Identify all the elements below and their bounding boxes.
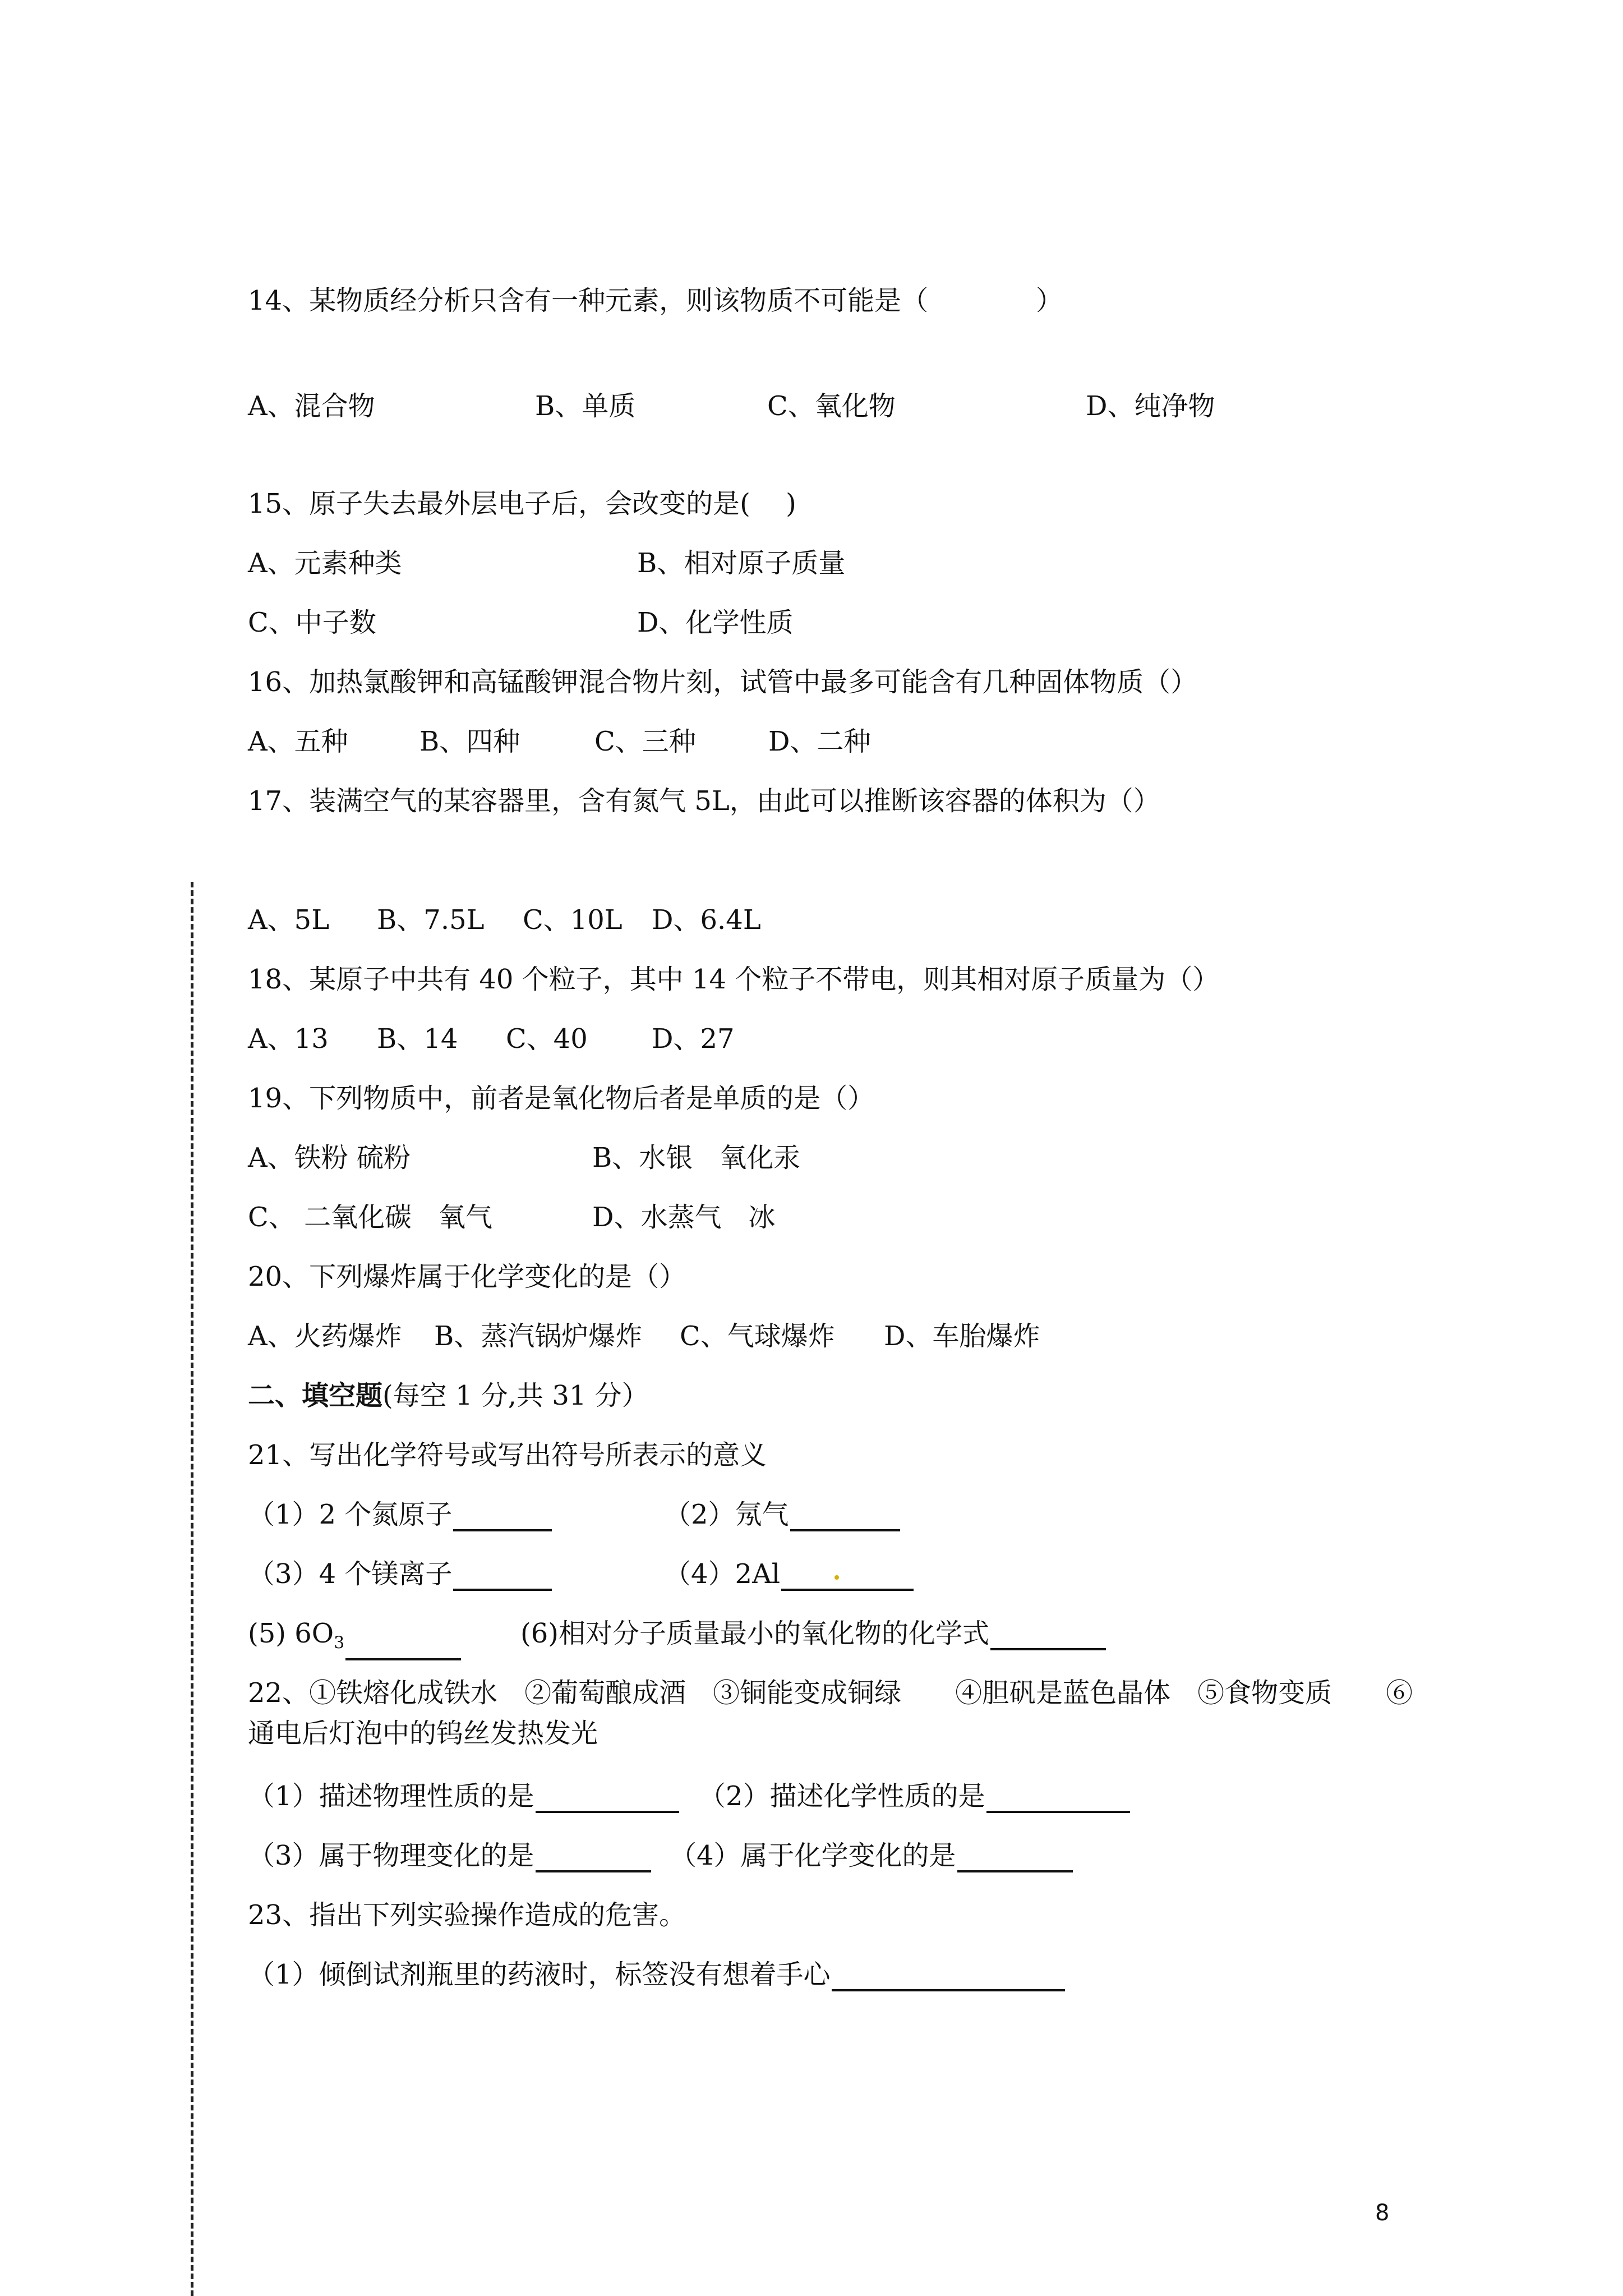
blank-item-3: （3）属于物理变化的是	[248, 1839, 651, 1872]
blank-item-1: （1）倾倒试剂瓶里的药液时，标签没有想着手心	[248, 1958, 1065, 1991]
blank-item-1: （1）描述物理性质的是	[248, 1779, 679, 1813]
question-21-stem: 21、写出化学符号或写出符号所表示的意义	[248, 1439, 767, 1471]
question-20-stem: 20、下列爆炸属于化学变化的是（）	[248, 1261, 686, 1292]
option-d: D、27	[652, 1023, 735, 1055]
option-c: C、氧化物	[767, 390, 896, 422]
blank-item-4: （4）2Al	[664, 1557, 914, 1591]
answer-blank[interactable]	[536, 1783, 679, 1813]
question-22-stem-line2: 通电后灯泡中的钨丝发热发光	[248, 1718, 598, 1749]
question-22-stem-line1: 22、①铁熔化成铁水 ②葡萄酿成酒 ③铜能变成铜绿 ④胆矾是蓝色晶体 ⑤食物变质 ⑥	[248, 1677, 1413, 1709]
question-17-stem: 17、装满空气的某容器里，含有氮气 5L，由此可以推断该容器的体积为（）	[248, 785, 1160, 817]
option-b: B、相对原子质量	[637, 547, 846, 579]
question-16-stem: 16、加热氯酸钾和高锰酸钾混合物片刻，试管中最多可能含有几种固体物质（）	[248, 666, 1198, 698]
answer-blank[interactable]	[453, 1561, 552, 1591]
option-c: C、气球爆炸	[680, 1320, 835, 1352]
option-c: C、10L	[523, 904, 623, 936]
question-23-stem: 23、指出下列实验操作造成的危害。	[248, 1899, 686, 1931]
option-d: D、水蒸气 冰	[592, 1202, 776, 1233]
binding-margin-line	[191, 882, 193, 2296]
option-c: C、 二氧化碳 氧气	[248, 1202, 492, 1233]
option-d: D、化学性质	[637, 607, 794, 638]
question-18-stem: 18、某原子中共有 40 个粒子，其中 14 个粒子不带电，则其相对原子质量为（）	[248, 964, 1220, 995]
option-a: A、混合物	[248, 390, 375, 422]
option-b: B、四种	[419, 726, 520, 757]
option-b: B、14	[377, 1023, 458, 1055]
blank-item-2: （2）氖气	[664, 1498, 900, 1531]
option-a: A、铁粉 硫粉	[248, 1142, 411, 1174]
answer-blank[interactable]	[832, 1961, 1065, 1991]
section-2-note: (每空 1 分,共 31 分）	[382, 1380, 649, 1411]
blank-item-1: （1）2 个氮原子	[248, 1498, 552, 1531]
section-2-heading	[248, 1379, 649, 1412]
option-d: D、纯净物	[1086, 390, 1215, 422]
answer-blank[interactable]	[345, 1630, 461, 1660]
option-b: B、水银 氧化汞	[592, 1142, 801, 1174]
blank-item-6: (6)相对分子质量最小的氧化物的化学式	[520, 1617, 1106, 1650]
option-a: A、5L	[248, 904, 330, 936]
blank-item-3: （3）4 个镁离子	[248, 1557, 552, 1591]
option-b: B、蒸汽锅炉爆炸	[434, 1320, 643, 1352]
option-c: C、40	[506, 1023, 588, 1055]
question-15-stem: 15、原子失去最外层电子后，会改变的是( )	[248, 488, 796, 519]
question-14-stem: 14、某物质经分析只含有一种元素，则该物质不可能是（ ）	[248, 285, 1063, 316]
answer-blank[interactable]	[453, 1501, 552, 1531]
answer-blank[interactable]	[990, 1620, 1106, 1650]
option-a: A、五种	[248, 726, 348, 757]
option-b: B、7.5L	[377, 904, 485, 936]
page-number: 8	[1375, 2200, 1390, 2226]
option-c: C、中子数	[248, 607, 376, 638]
answer-blank[interactable]	[957, 1842, 1073, 1872]
answer-blank[interactable]	[536, 1842, 651, 1872]
question-19-stem: 19、下列物质中，前者是氧化物后者是单质的是（）	[248, 1083, 875, 1114]
answer-blank[interactable]	[781, 1561, 914, 1591]
blank-item-5: (5) $6O_3$	[248, 1617, 461, 1660]
option-d: D、车胎爆炸	[884, 1320, 1040, 1352]
option-d: D、6.4L	[652, 904, 761, 936]
section-2-title: 二、填空题	[248, 1380, 383, 1411]
answer-blank[interactable]	[986, 1783, 1130, 1813]
answer-blank[interactable]	[790, 1501, 900, 1531]
option-b: B、单质	[535, 390, 636, 422]
option-a: A、元素种类	[248, 547, 402, 579]
option-a: A、火药爆炸	[248, 1320, 402, 1352]
option-a: A、13	[248, 1023, 329, 1055]
blank-item-4: （4）属于化学变化的是	[670, 1839, 1073, 1872]
stray-dot	[834, 1575, 839, 1580]
option-d: D、二种	[768, 726, 871, 757]
option-c: C、三种	[594, 726, 696, 757]
blank-item-2: （2）描述化学性质的是	[699, 1779, 1130, 1813]
